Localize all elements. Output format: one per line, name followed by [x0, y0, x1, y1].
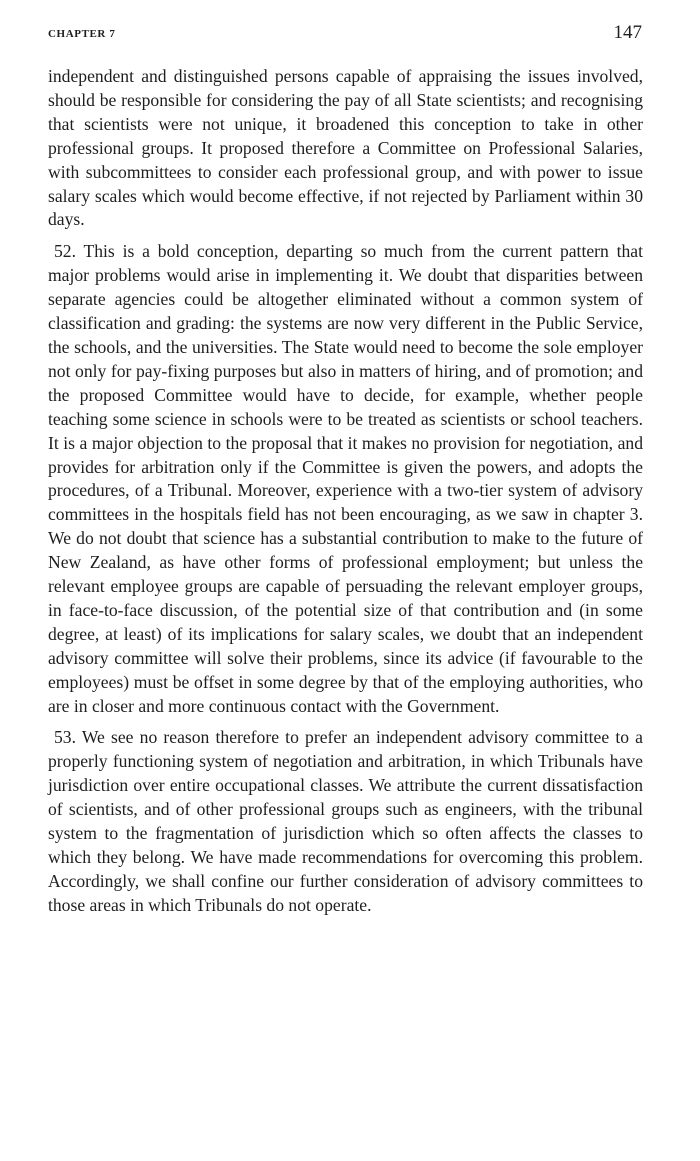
paragraph-continued: independent and distinguished persons capable of appraising the issues involved, should be responsible for considering the pay of all State scientists; and recognising that scientists were not unique, it broadened this conception to take in other professional groups. It proposed therefore a Committee on Professional Salaries, with subcommittees to consider each professional group, and with power to issue salary scales which would become effective, if not rejected by Parliament within 30 days. — [48, 66, 643, 230]
paragraph-53: 53. We see no reason therefore to prefer an independent advisory committee to a properly functioning system of negotiation and arbitration, in which Tribunals have jurisdiction over entire occupational classes. We attribute the current dissatisfaction of scientists, and of other professional groups such as engineers, with the tribunal system to the fragmentation of jurisdiction which so often affects the classes to which they belong. We have made recommendations for overcoming this problem. Accordingly, we shall confine our further consideration of advisory committees to those areas in which Tribunals do not operate. — [48, 727, 643, 915]
page-number: 147 — [613, 22, 642, 43]
paragraph-52: 52. This is a bold conception, departing so much from the current pattern that major problems would arise in implementing it. We doubt that disparities between separate agencies could be altogether eliminated without a common system of classification and grading: the systems are now very different in the Public Service, the schools, and the universities. The State would need to become the sole employer not only for pay-fixing purposes but also in matters of hiring, and of promotion; and the proposed Committee would have to decide, for example, whether people teaching some science in schools were to be treated as scientists or school teachers. It is a major objection to the proposal that it makes no provision for negotiation, and provides for arbitration only if the Committee is given the powers, and adopts the procedures, of a Tribunal. Moreover, experience with a two-tier system of advisory committees in the hospitals field has not been encouraging, as we saw in chapter 3. We do not doubt that science has a substantial contribution to make to the future of New Zealand, as have other forms of professional employment; but unless the relevant employee groups are capable of persuading the relevant employer groups, in face-to-face discussion, of the potential size of that contribution and (in some degree, at least) of its implications for salary scales, we doubt that an independent advisory committee will solve their problems, since its advice (if favourable to the employees) must be offset in some degree by that of the employing authorities, who are in closer and more continuous contact with the Government. — [48, 241, 643, 716]
body-text — [48, 65, 643, 926]
running-head — [48, 22, 642, 46]
chapter-label: CHAPTER 7 — [48, 28, 116, 40]
